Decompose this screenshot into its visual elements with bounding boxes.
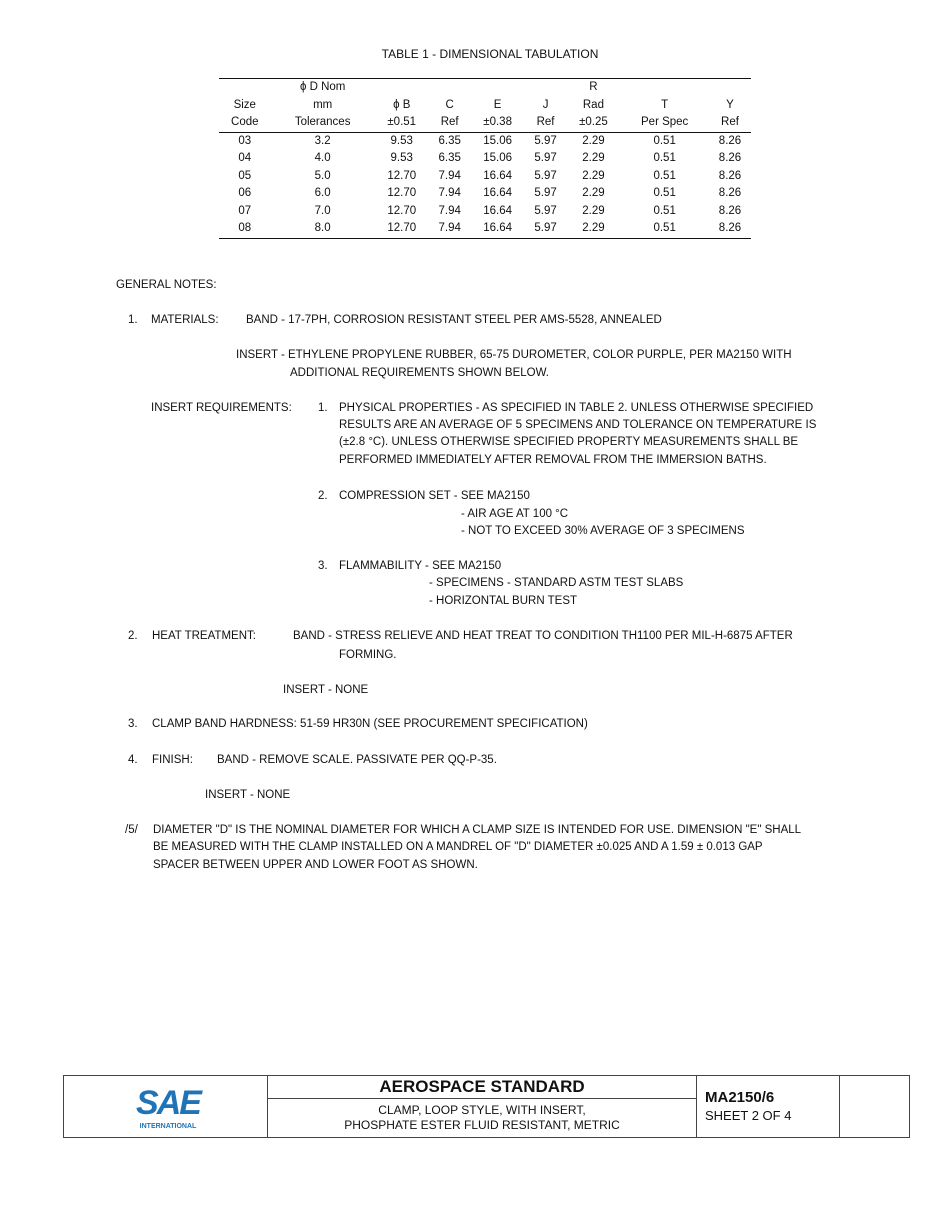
- header-cell: C: [445, 98, 454, 111]
- table-cell: 12.70: [387, 169, 417, 182]
- table-cell: 15.06: [483, 152, 513, 164]
- header-cell: [525, 79, 567, 97]
- header-cell: Ref: [525, 114, 567, 132]
- table-cell: 0.51: [653, 187, 676, 199]
- sae-logo: [132, 1084, 204, 1130]
- header-cell: Tolerances: [271, 114, 375, 132]
- header-cell: [375, 79, 429, 97]
- note-5-line: SPACER BETWEEN UPPER AND LOWER FOOT AS SHOWN.: [153, 859, 478, 871]
- table-cell: 06: [238, 187, 252, 199]
- note-2-label: HEAT TREATMENT:: [152, 630, 256, 642]
- ir-2-line: COMPRESSION SET - SEE MA2150: [339, 490, 530, 502]
- table-cell: 03: [238, 134, 252, 147]
- description-line: CLAMP, LOOP STYLE, WITH INSERT,: [378, 1103, 586, 1117]
- table-cell: 6.35: [438, 134, 461, 147]
- table-cell: 5.97: [534, 187, 557, 199]
- note-2-band: BAND - STRESS RELIEVE AND HEAT TREAT TO CONDITION TH1100 PER MIL-H-6875 AFTER: [293, 630, 793, 642]
- table-cell: 6.35: [438, 152, 461, 164]
- header-cell: [620, 79, 709, 97]
- table-cell: 08: [219, 220, 271, 238]
- table-cell: 8.26: [718, 152, 742, 164]
- table-cell: 04: [238, 152, 252, 164]
- table-cell: 7.94: [438, 187, 461, 199]
- note-5-line: DIAMETER "D" IS THE NOMINAL DIAMETER FOR WHICH A CLAMP SIZE IS INTENDED FOR USE. DIMENSION "E" SHALL: [153, 824, 802, 836]
- ir-1-line: (±2.8 °C). UNLESS OTHERWISE SPECIFIED PROPERTY MEASUREMENTS SHALL BE: [339, 436, 799, 448]
- ir-2-line: - NOT TO EXCEED 30% AVERAGE OF 3 SPECIMENS: [461, 525, 745, 537]
- note-4-number: 4.: [128, 754, 138, 766]
- logo-text: SAE: [136, 1084, 200, 1122]
- header-cell: Code: [219, 114, 271, 132]
- table-cell: 12.70: [375, 220, 429, 238]
- table-cell: 6.0: [314, 187, 331, 199]
- logo-cell: [64, 1076, 268, 1137]
- standard-title: AEROSPACE STANDARD: [268, 1076, 696, 1099]
- ir-1-number: 1.: [318, 402, 328, 414]
- table-cell: 8.26: [718, 134, 742, 147]
- header-cell: [471, 79, 525, 97]
- table-row: [219, 168, 751, 186]
- table-cell: 7.0: [314, 204, 331, 217]
- table-row: [219, 220, 751, 238]
- header-cell: ϕ D Nom: [271, 79, 375, 97]
- ir-2-line: - AIR AGE AT 100 °C: [461, 508, 569, 520]
- table-cell: 7.94: [438, 169, 461, 182]
- table-cell: 3.2: [314, 134, 331, 147]
- standard-description: [268, 1103, 696, 1132]
- table-cell: 16.64: [483, 169, 513, 182]
- table-header-row: [219, 79, 751, 97]
- header-cell: ±0.51: [375, 114, 429, 132]
- table-cell: 0.51: [653, 134, 676, 147]
- dimensional-table: [219, 78, 751, 239]
- table-cell: 5.97: [534, 152, 557, 164]
- note-2-number: 2.: [128, 630, 138, 642]
- table-cell: 8.26: [718, 169, 742, 182]
- ir-3-line: - HORIZONTAL BURN TEST: [429, 595, 578, 607]
- table-cell: 5.97: [534, 169, 557, 182]
- header-cell: Per Spec: [620, 114, 709, 132]
- table-cell: 5.97: [534, 134, 557, 147]
- insert-requirements-label: INSERT REQUIREMENTS:: [151, 402, 292, 414]
- table-row: [219, 185, 751, 203]
- table-cell: 4.0: [314, 152, 331, 164]
- note-3-text: CLAMP BAND HARDNESS: 51-59 HR30N (SEE PROCUREMENT SPECIFICATION): [152, 718, 588, 730]
- table-cell: 12.70: [387, 204, 417, 217]
- header-cell: ±0.38: [471, 114, 525, 132]
- table-cell: 2.29: [567, 220, 621, 238]
- table-cell: 7.94: [438, 204, 461, 217]
- document-number-cell: [697, 1076, 840, 1137]
- table-cell: 0.51: [620, 220, 709, 238]
- table-cell: 07: [238, 204, 252, 217]
- table-cell: 2.29: [582, 134, 605, 147]
- note-1-insert-cont: ADDITIONAL REQUIREMENTS SHOWN BELOW.: [290, 367, 549, 379]
- header-cell: ϕ B: [393, 98, 411, 111]
- ir-3-line: FLAMMABILITY - SEE MA2150: [339, 560, 502, 572]
- table-cell: 8.26: [709, 220, 751, 238]
- header-cell: Y: [726, 98, 734, 111]
- ir-3-number: 3.: [318, 560, 328, 572]
- note-3-number: 3.: [128, 718, 138, 730]
- note-4-insert: INSERT - NONE: [205, 789, 291, 801]
- header-cell: E: [493, 98, 502, 111]
- table-cell: 9.53: [390, 152, 413, 164]
- header-cell: Ref: [429, 114, 471, 132]
- table-cell: 0.51: [653, 204, 676, 217]
- header-cell: T: [661, 98, 669, 111]
- header-cell: ±0.25: [567, 114, 621, 132]
- description-line: PHOSPHATE ESTER FLUID RESISTANT, METRIC: [344, 1117, 620, 1132]
- table-body: [219, 132, 751, 238]
- table-cell: 8.26: [718, 204, 742, 217]
- note-5-line: BE MEASURED WITH THE CLAMP INSTALLED ON A MANDREL OF "D" DIAMETER ±0.025 AND A 1.59 ± 0.013 GAP: [153, 841, 763, 853]
- table-cell: 16.64: [471, 220, 525, 238]
- note-1-number: 1.: [128, 314, 138, 326]
- general-notes-heading: GENERAL NOTES:: [116, 279, 217, 291]
- table-cell: 5.97: [525, 220, 567, 238]
- header-cell: Rad: [582, 98, 604, 111]
- table-cell: 15.06: [483, 134, 513, 147]
- title-cell: [268, 1076, 697, 1137]
- table-cell: 8.0: [271, 220, 375, 238]
- note-1-insert: INSERT - ETHYLENE PROPYLENE RUBBER, 65-75 DUROMETER, COLOR PURPLE, PER MA2150 WITH: [236, 349, 792, 361]
- table-cell: 12.70: [387, 187, 417, 199]
- ir-1-line: PERFORMED IMMEDIATELY AFTER REMOVAL FROM THE IMMERSION BATHS.: [339, 454, 767, 466]
- header-cell: [429, 79, 471, 97]
- header-cell: mm: [313, 98, 333, 111]
- table-row: [219, 150, 751, 168]
- ir-2-number: 2.: [318, 490, 328, 502]
- header-cell: R: [567, 79, 621, 97]
- note-1-band: BAND - 17-7PH, CORROSION RESISTANT STEEL PER AMS-5528, ANNEALED: [246, 314, 662, 326]
- table-header-row: [219, 97, 751, 115]
- table-cell: 0.51: [653, 152, 676, 164]
- document-number: MA2150/6: [705, 1089, 775, 1106]
- note-2-band-cont: FORMING.: [339, 649, 397, 661]
- table-cell: 2.29: [582, 152, 605, 164]
- ir-1-line: RESULTS ARE AN AVERAGE OF 5 SPECIMENS AND TOLERANCE ON TEMPERATURE IS: [339, 419, 817, 431]
- table-cell: 5.97: [534, 204, 557, 217]
- header-cell: Ref: [709, 114, 751, 132]
- ir-3-line: - SPECIMENS - STANDARD ASTM TEST SLABS: [429, 577, 684, 589]
- table-cell: 7.94: [429, 220, 471, 238]
- header-cell: J: [542, 98, 549, 111]
- table-row: [219, 132, 751, 150]
- note-2-insert: INSERT - NONE: [283, 684, 369, 696]
- table-cell: 0.51: [653, 169, 676, 182]
- note-4-label: FINISH:: [152, 754, 193, 766]
- header-cell: [219, 79, 271, 97]
- table-cell: 2.29: [582, 204, 605, 217]
- table-cell: 2.29: [582, 169, 605, 182]
- table-title: TABLE 1 - DIMENSIONAL TABULATION: [381, 47, 599, 61]
- title-block: [63, 1075, 910, 1138]
- header-cell: Size: [233, 98, 256, 111]
- table-cell: 9.53: [390, 134, 413, 147]
- table-row: [219, 203, 751, 221]
- note-5-number: /5/: [125, 824, 138, 836]
- note-1-label: MATERIALS:: [151, 314, 219, 326]
- logo-subtext: INTERNATIONAL: [139, 1123, 197, 1130]
- note-4-band: BAND - REMOVE SCALE. PASSIVATE PER QQ-P-35.: [217, 754, 497, 766]
- header-cell: [709, 79, 751, 97]
- sheet-number: SHEET 2 OF 4: [705, 1108, 792, 1123]
- table-cell: 5.0: [314, 169, 331, 182]
- table-cell: 16.64: [483, 187, 513, 199]
- ir-1-line: PHYSICAL PROPERTIES - AS SPECIFIED IN TABLE 2. UNLESS OTHERWISE SPECIFIED: [339, 402, 814, 414]
- table-cell: 8.26: [718, 187, 742, 199]
- table-cell: 16.64: [483, 204, 513, 217]
- table-cell: 2.29: [582, 187, 605, 199]
- table-header-row: [219, 114, 751, 132]
- revision-cell: [840, 1076, 909, 1137]
- table-cell: 05: [238, 169, 252, 182]
